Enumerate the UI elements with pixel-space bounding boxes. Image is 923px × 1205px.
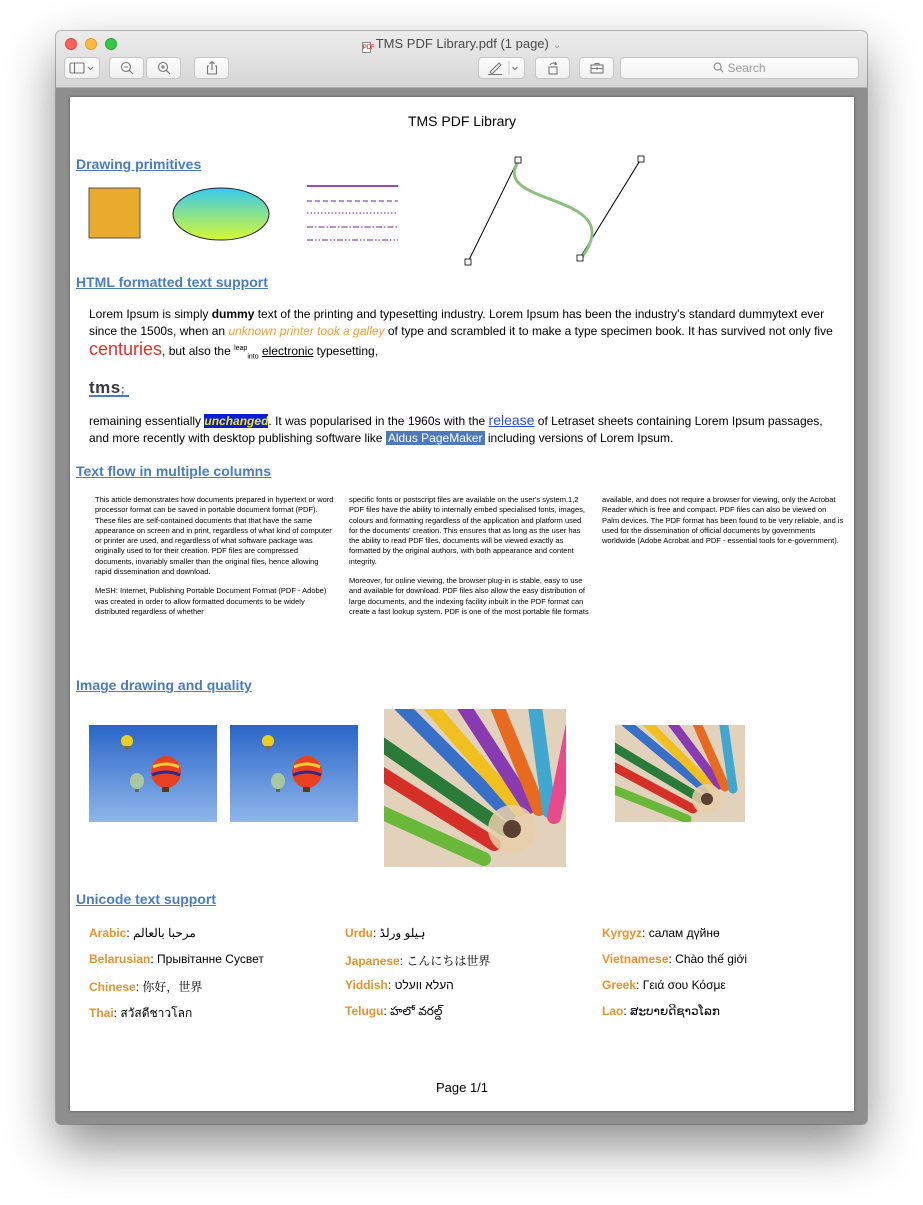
unicode-urdu: Urdu: ہیلو ورلڈ	[345, 926, 426, 940]
bezier-handle-4	[638, 156, 644, 162]
unicode-thai: Thai: สวัสดีชาวโลก	[89, 1006, 193, 1020]
pencils-image-large	[384, 709, 566, 867]
heading-columns: Text flow in multiple columns	[76, 463, 271, 479]
bezier-handle-1	[465, 259, 471, 265]
share-icon	[204, 60, 220, 76]
html-paragraph-1: Lorem Ipsum is simply dummy text of the printing and typesetting industry. Lorem Ipsum has been the industry's standard dummytext ever since the 1500s, when an unknown printer took a galley of type and scrambled it to make a type specimen book. It has survived not only five centuries, but also the $^{leap}_{into}$ electronic typesetting,	[89, 307, 833, 361]
unicode-chinese: Chinese: 你好，世界	[89, 980, 203, 994]
sidebar-toggle-button[interactable]	[64, 57, 100, 79]
balloons-image-high-quality	[89, 725, 217, 822]
text-column-3: available, and does not require a browser for viewing, only the Acrobat Reader which is free and compact. PDF files can also be viewed on Palm devices. The PDF format has been found to be very reliable, and is used for the dissemination of official documents by governments worldwide (Adobe Acrobat and PDF - essential tools for e-government).	[602, 495, 844, 546]
balloons-image-low-quality	[230, 725, 358, 822]
unicode-kyrgyz: Kyrgyz: салам дүйнө	[602, 926, 720, 940]
heading-images: Image drawing and quality	[76, 677, 252, 693]
bezier-curve	[514, 162, 592, 257]
page-number: Page 1/1	[435, 1080, 489, 1095]
drawing-primitives-canvas	[70, 97, 854, 277]
zoom-out-button[interactable]	[109, 57, 144, 79]
big-red-word: centuries	[89, 339, 163, 359]
search-icon	[713, 62, 724, 73]
unicode-arabic: Arabic: مرحبا بالعالم	[89, 926, 196, 940]
electronic-link[interactable]: electronic	[261, 344, 314, 358]
sidebar-icon	[67, 60, 97, 76]
rotate-button[interactable]	[535, 57, 570, 79]
search-field[interactable]: Search	[620, 57, 859, 79]
highlighted-word: unchanged	[204, 414, 269, 428]
zoom-out-icon	[119, 60, 135, 76]
unicode-yiddish: Yiddish: העלא וועלט	[345, 978, 454, 992]
bezier-handle-2	[515, 157, 521, 163]
unicode-lao: Lao: ສະບາຍດີຊາວໂລກ	[602, 1004, 720, 1018]
preview-window	[56, 31, 867, 1124]
rotate-icon	[545, 60, 561, 76]
heading-html-text: HTML formatted text support	[76, 274, 268, 290]
title-chevron-icon: ⌄	[552, 40, 562, 51]
html-paragraph-2: remaining essentially unchanged. It was popularised in the 1960s with the release of Letraset sheets containing Lorem Ipsum passages, and more recently with desktop publishing software like Aldus PageMaker including versions of Lorem Ipsum.	[89, 412, 823, 445]
pdf-page	[70, 97, 854, 1111]
toolbox-icon	[589, 60, 605, 76]
share-button[interactable]	[194, 57, 229, 79]
zoom-in-icon	[156, 60, 172, 76]
orange-square-shape	[89, 188, 140, 238]
pen-icon	[482, 60, 522, 76]
text-column-1: This article demonstrates how documents prepared in hypertext or word processor format can be saved in portable document format (PDF). These files are self-contained documents that that have the same appearance on screen and in print, regardless of what kind of computer or printer are used, and regardless of what software package was originally used to for their creation. PDF files are compressed documents, invariably smaller than the original files, hence allowing rapid dissemination and download. MeSH: Internet, Publishing Portable Document Format (PDF - Adobe) was created in order to allow formatted documents to be widely distributed regardless of whether	[95, 495, 334, 616]
unicode-belarusian: Belarusian: Прывітанне Сусвет	[89, 952, 264, 966]
unicode-telugu: Telugu: హలో వరల్డ్	[345, 1004, 443, 1018]
zoom-in-button[interactable]	[146, 57, 181, 79]
document-title: TMS PDF Library	[407, 113, 517, 129]
gradient-ellipse-shape	[173, 188, 269, 240]
unicode-japanese: Japanese: こんにちは世界	[345, 954, 491, 968]
markup-pen-button[interactable]	[478, 57, 525, 79]
text-column-2: specific fonts or postscript files are available on the user's system.1,2 PDF files have the ability to internally embed specialised fonts, images, colours and formatting regardless of the application and platform used for the documents' creation. This ensures that as long as the user has the ability to read PDF files, documents will be viewed exactly as formatted by the original authors, with both appearance and content integrity. Moreover, for online viewing, the browser plug-in is stable, easy to use and available for download. PDF files also allow the easy distribution of large documents, and the indexing facility inbuilt in the PDF format can create a fast lookup system. PDF is one of the most portable file formats	[349, 495, 589, 616]
pdf-document-icon: PDF	[362, 42, 371, 53]
window-title[interactable]: PDFTMS PDF Library.pdf (1 page) ⌄	[362, 36, 562, 51]
heading-unicode: Unicode text support	[76, 891, 217, 907]
bezier-control-line-left	[468, 160, 518, 262]
unicode-greek: Greek: Γειά σου Κόσμε	[602, 978, 726, 992]
titlebar	[56, 31, 867, 88]
aldus-highlight: Aldus PageMaker	[387, 431, 483, 445]
bezier-handle-3	[577, 255, 583, 261]
release-link[interactable]: release	[488, 412, 535, 428]
pencils-image-small	[615, 725, 745, 822]
toolbox-button[interactable]	[579, 57, 614, 79]
unicode-vietnamese: Vietnamese: Chào thế giới	[602, 952, 748, 966]
tms-logo: tms;	[89, 378, 129, 397]
heading-drawing-primitives: Drawing primitives	[76, 156, 202, 172]
